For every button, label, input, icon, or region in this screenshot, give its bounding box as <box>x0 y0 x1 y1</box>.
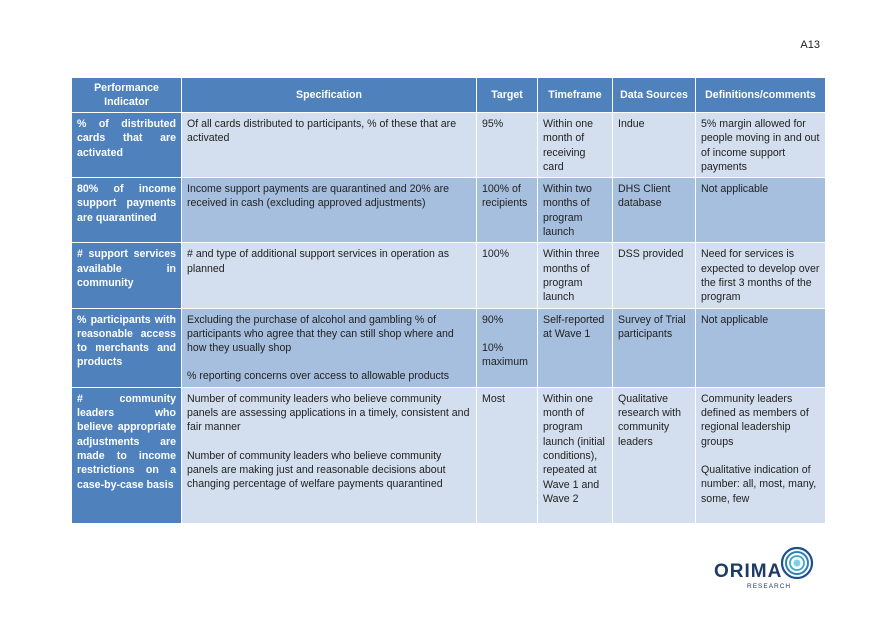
target-cell <box>477 243 538 308</box>
specification-text: Excluding the purchase of alcohol and gambling % of participants who agree that they can still shop where and how they usually shop <box>187 313 454 355</box>
header-performance-indicator: Performance Indicator <box>72 78 182 113</box>
table-row <box>72 243 826 308</box>
target-text: 100% of recipients <box>482 183 528 210</box>
definitions-cell <box>696 243 826 308</box>
definitions-text: Not applicable <box>701 313 769 326</box>
target-cell <box>477 113 538 178</box>
target-cell <box>477 178 538 243</box>
table-row <box>72 387 826 523</box>
specification-text: Number of community leaders who believe community panels are making just and reasonable decisions about changing percentage of welfare payments quarantined <box>187 449 446 491</box>
specification-cell <box>182 308 477 387</box>
definitions-text: 5% margin allowed for people moving in and out of income support payments <box>701 118 820 173</box>
specification-text: Of all cards distributed to participants, % of these that are activated <box>187 118 457 145</box>
target-text: 100% <box>482 248 510 261</box>
target-text: 90% <box>482 313 504 326</box>
timeframe-cell: Within two months of program launch <box>538 178 613 243</box>
table-row <box>72 113 826 178</box>
indicator-cell: % participants with reasonable access to merchants and products <box>72 308 182 387</box>
definitions-text: Qualitative indication of number: all, most, many, some, few <box>701 463 817 505</box>
definitions-text: Not applicable <box>701 183 769 196</box>
definitions-text: Need for services is expected to develop over the first 3 months of the program <box>701 248 820 304</box>
indicator-cell: # support services available in community <box>72 243 182 308</box>
target-cell <box>477 387 538 523</box>
target-text: 10% maximum <box>482 341 528 369</box>
definitions-cell <box>696 178 826 243</box>
logo-tagline: RESEARCH <box>747 583 792 590</box>
performance-indicator-table <box>71 77 826 524</box>
definitions-cell <box>696 113 826 178</box>
table-header-row <box>72 78 826 113</box>
data-sources-cell: Survey of Trial participants <box>613 308 696 387</box>
logo-wordmark: ORIMA <box>714 561 783 582</box>
specification-text: % reporting concerns over access to allowable products <box>187 370 450 383</box>
specification-text: # and type of additional support services in operation as planned <box>187 248 450 275</box>
indicator-cell: % of distributed cards that are activated <box>72 113 182 178</box>
data-sources-cell: Qualitative research with community leaders <box>613 387 696 523</box>
specification-text: Income support payments are quarantined and 20% are received in cash (excluding approved adjustments) <box>187 183 450 210</box>
definitions-cell <box>696 308 826 387</box>
timeframe-cell: Within three months of program launch <box>538 243 613 308</box>
data-sources-cell: Indue <box>613 113 696 178</box>
header-specification: Specification <box>182 78 477 113</box>
specification-cell <box>182 243 477 308</box>
specification-cell <box>182 113 477 178</box>
logo-rings-icon <box>780 546 814 580</box>
header-data-sources: Data Sources <box>613 78 696 113</box>
specification-cell <box>182 387 477 523</box>
page-number: A13 <box>800 39 820 51</box>
target-text: 95% <box>482 118 504 130</box>
data-sources-cell: DHS Client database <box>613 178 696 243</box>
indicator-cell: # community leaders who believe appropriate adjustments are made to income restrictions on a case-by-case basis <box>72 387 182 523</box>
specification-cell <box>182 178 477 243</box>
table-row <box>72 178 826 243</box>
target-cell <box>477 308 538 387</box>
indicator-cell: 80% of income support payments are quarantined <box>72 178 182 243</box>
specification-text: Number of community leaders who believe community panels are assessing applications in a timely, consistent and fair manner <box>187 392 470 434</box>
table-row <box>72 308 826 387</box>
timeframe-cell: Self-reported at Wave 1 <box>538 308 613 387</box>
timeframe-cell: Within one month of receiving card <box>538 113 613 178</box>
orima-logo <box>714 546 818 592</box>
definitions-text: Community leaders defined as members of regional leadership groups <box>701 392 809 448</box>
definitions-cell <box>696 387 826 523</box>
header-timeframe: Timeframe <box>538 78 613 113</box>
header-definitions: Definitions/comments <box>696 78 826 113</box>
data-sources-cell: DSS provided <box>613 243 696 308</box>
header-target: Target <box>477 78 538 113</box>
timeframe-cell: Within one month of program launch (initial conditions), repeated at Wave 1 and Wave 2 <box>538 387 613 523</box>
target-text: Most <box>482 392 505 405</box>
